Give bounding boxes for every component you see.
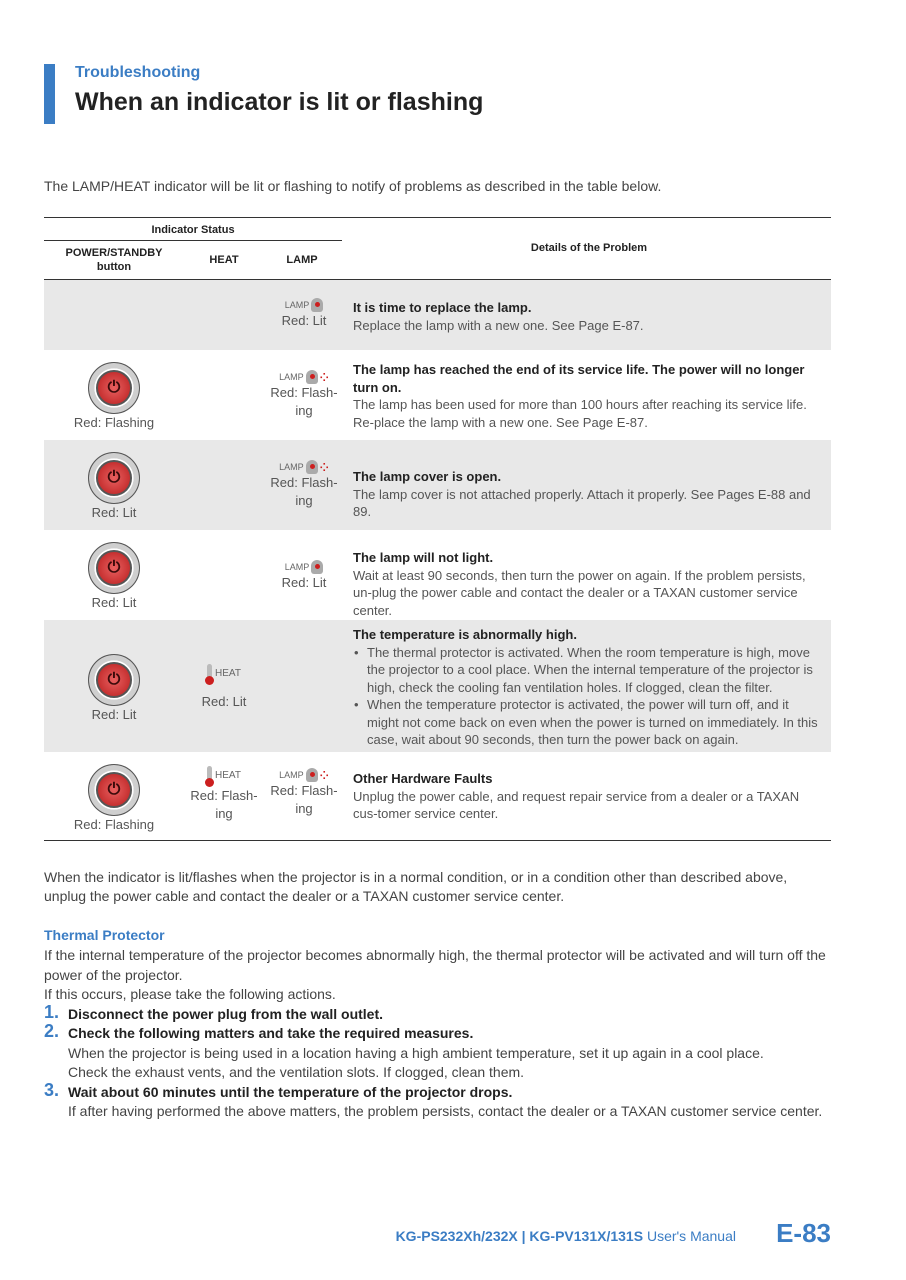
thermal-protector-body — [44, 946, 831, 1122]
power-cell — [64, 362, 164, 432]
problem-title: It is time to replace the lamp. — [353, 300, 532, 315]
table-bottom-rule — [44, 840, 831, 841]
col-details-header: Details of the Problem — [530, 242, 648, 254]
heat-status: Red: Flash-ing — [190, 788, 258, 821]
step-line: Check the exhaust vents, and the ventilation slots. If clogged, clean them. — [68, 1064, 525, 1080]
thermometer-icon — [207, 664, 212, 682]
step-2: 2. Check the following matters and take the required measures. When the projector is being used in a location having a high ambient temperature, set it up again in a cool place. Check the exhaust vents, and the ventilation slots. If clogged, clean them. — [44, 1024, 831, 1083]
lamp-flashing-icon: LAMP ⁘ — [279, 461, 329, 474]
problem-details — [353, 468, 823, 521]
lamp-status: Red: Lit — [281, 575, 327, 590]
step-1: 1. Disconnect the power plug from the wall outlet. — [44, 1001, 384, 1022]
step-title: Disconnect the power plug from the wall outlet. — [68, 1005, 384, 1022]
table-row — [44, 620, 831, 752]
indicator-table — [44, 217, 831, 841]
power-cell — [64, 654, 164, 724]
table-row — [44, 280, 831, 350]
problem-title: The temperature is abnormally high. — [353, 627, 577, 642]
page-title: When an indicator is lit or flashing — [75, 88, 484, 116]
heat-cell — [186, 766, 262, 823]
header-divider — [44, 240, 342, 241]
lamp-status: Red: Lit — [281, 313, 327, 328]
table-row — [44, 350, 831, 440]
problem-details — [353, 770, 823, 823]
power-cell — [64, 452, 164, 522]
table-row — [44, 440, 831, 530]
power-status: Red: Lit — [91, 595, 137, 610]
col-lamp-header: LAMP — [286, 254, 318, 266]
lamp-status: Red: Flash-ing — [270, 385, 338, 418]
section-label: Troubleshooting — [75, 64, 201, 81]
problem-text: The lamp cover is not attached properly. Attach it properly. See Pages E-88 and 89. — [353, 486, 811, 519]
power-cell — [64, 764, 164, 834]
problem-text: Replace the lamp with a new one. See Page E-87. — [353, 317, 644, 333]
footer-guide: User's Manual — [646, 1228, 736, 1244]
step-3: 3. Wait about 60 minutes until the temperature of the projector drops. If after having performed the above matters, the problem persists, contact the dealer or a TAXAN customer service center. — [44, 1083, 831, 1122]
power-status: Red: Lit — [91, 505, 137, 520]
problem-details — [353, 626, 823, 749]
lamp-cell — [266, 296, 342, 330]
problem-title: Other Hardware Faults — [353, 771, 493, 786]
step-title: Wait about 60 minutes until the temperature of the projector drops. — [68, 1083, 513, 1100]
power-button-lit-icon: ⏻ — [88, 542, 140, 594]
power-button-flashing-icon: ⏻ — [88, 764, 140, 816]
lamp-flashing-icon: LAMP ⁘ — [279, 769, 329, 782]
problem-details — [353, 299, 823, 334]
heat-flashing-icon: HEAT — [207, 766, 241, 784]
footer-model: KG-PS232Xh/232X | KG-PV131X/131S User's Manual — [395, 1228, 736, 1244]
bulb-icon — [311, 298, 323, 312]
table-row — [44, 530, 831, 620]
intro-text: The LAMP/HEAT indicator will be lit or flashing to notify of problems as described in the table below. — [44, 178, 662, 194]
problem-details — [353, 361, 823, 431]
power-status: Red: Flashing — [73, 817, 155, 832]
section-accent-bar — [44, 64, 55, 124]
lamp-cell — [266, 558, 342, 592]
power-button-flashing-icon: ⏻ — [88, 362, 140, 414]
lamp-flashing-icon: LAMP ⁘ — [279, 371, 329, 384]
heat-cell — [186, 664, 262, 711]
power-status: Red: Flashing — [73, 415, 155, 430]
lamp-cell — [266, 368, 342, 420]
lamp-cell — [266, 766, 342, 818]
col-power-header: POWER/STANDBY button — [65, 247, 163, 273]
col-heat-header: HEAT — [209, 254, 239, 266]
power-button-lit-icon: ⏻ — [88, 654, 140, 706]
power-button-lit-icon: ⏻ — [88, 452, 140, 504]
lamp-indicator-icon: LAMP — [285, 298, 324, 312]
indicator-status-header: Indicator Status — [151, 224, 235, 236]
lamp-status: Red: Flash-ing — [270, 475, 338, 508]
problem-text: The lamp has been used for more than 100 hours after reaching its service life. Re-place the lamp with a new one. See Page E-87. — [353, 397, 807, 430]
problem-text: Wait at least 90 seconds, then turn the power on again. If the problem persists, un-plug the power cable and contact the dealer or a TAXAN customer service center. — [353, 567, 806, 618]
thermal-protector-heading: Thermal Protector — [44, 927, 165, 943]
after-table-text: When the indicator is lit/flashes when the projector is in a normal condition, or in a condition other than described above, unplug the power cable and contact the dealer or a TAXAN customer service center. — [44, 869, 788, 904]
problem-bullets — [353, 644, 823, 749]
list-item: • The thermal protector is activated. When the room temperature is high, move the projector to a cool place. When the internal temperature of the projector is high, check the cooling fan ventilation holes. If clogged, clean the filter. — [367, 644, 823, 697]
heat-status: Red: Lit — [201, 694, 247, 709]
lamp-cell — [266, 458, 342, 510]
paragraph: If the internal temperature of the projector becomes abnormally high, the thermal protector will be activated and will turn off the power of the projector. — [44, 947, 826, 983]
problem-title: The lamp cover is open. — [353, 469, 502, 484]
paragraph: If this occurs, please take the following actions. — [44, 986, 336, 1002]
problem-title: The lamp has reached the end of its service life. The power will no longer turn on. — [353, 362, 805, 395]
step-line: If after having performed the above matters, the problem persists, contact the dealer or a TAXAN customer service center. — [68, 1103, 823, 1119]
problem-details — [353, 549, 823, 619]
lamp-indicator-icon: LAMP — [285, 560, 324, 574]
table-row — [44, 752, 831, 840]
heat-indicator-icon: HEAT — [207, 664, 241, 682]
problem-text: Unplug the power cable, and request repair service from a dealer or a TAXAN cus-tomer service center. — [353, 788, 800, 821]
power-cell — [64, 542, 164, 612]
list-item: • When the temperature protector is activated, the power will turn off, and it might not come back on even when the power is turned on immediately. In this case, wait about 90 seconds, then turn the power back on again. — [367, 696, 823, 749]
step-title: Check the following matters and take the required measures. — [68, 1025, 474, 1041]
problem-title: The lamp will not light. — [353, 550, 494, 565]
page-number: E-83 — [776, 1218, 831, 1248]
step-line: When the projector is being used in a location having a high ambient temperature, set it up again in a cool place. — [68, 1044, 764, 1061]
table-header — [44, 217, 831, 280]
lamp-status: Red: Flash-ing — [270, 783, 338, 816]
power-status: Red: Lit — [91, 707, 137, 722]
